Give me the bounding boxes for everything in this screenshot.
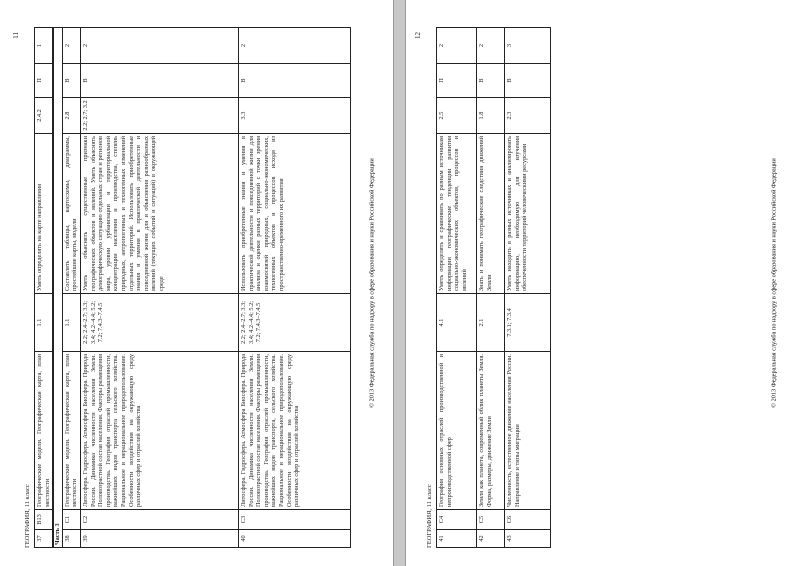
cell-content: Литосфера. Гидросфера. Атмосфера Биосфера. Природа России. Динамика численности населения Земли. Половозрастной состав населения. Факторы размещения производства. География отраслей промышленности, важнейших видов транспорта, сельского хозяйства. Рациональное и нерациональное природопользование. Особенности воздействия на окружающую среду различных сфер и отраслей хозяйства xyxy=(238,352,350,510)
cell-kes: 2.2; 2.4–2.7; 3.3; 3.4; 4.2–4.4; 5.2; 7.2; 7.4.3–7.4.5 xyxy=(80,294,238,352)
cell-req: Использовать приобретенные знания и умения в практической деятельности и повседневной жизни для анализа и оценки разных территорий с точки зрения взаимосвязей природных, социально-экономических, техногенных объектов и процессов исходя из пространственно-временного их развития xyxy=(238,134,350,294)
table-row xyxy=(80,28,238,548)
cell-code: В13 xyxy=(35,510,54,530)
cell-num: 37 xyxy=(35,530,54,548)
cell-kes: 2.2; 2.4–2.7; 3.3; 3.4; 4.2–4.4; 5.2; 7.2; 7.4.3–7.4.5 xyxy=(238,294,350,352)
table-row xyxy=(437,28,477,548)
cell-kt: 2.2; 2.7; 3.2 xyxy=(80,98,238,134)
cell-req: Уметь объяснять существенные признаки географических объектов и явлений. Уметь объяснять демографическую ситуацию отдельных стран и регионов мира, уровни урбанизации и территориальной концентрации населения и производства, степень природных, антропогенных и техногенных изменений отдельных территорий. Использовать приобретенные знания и умения в практической деятельности и повседневной жизни для и объяснения разнообразных явлений (текущих событий и ситуаций) в окружающей среде xyxy=(80,134,238,294)
cell-kt: 2.4.2 xyxy=(35,98,54,134)
cell-kt: 1.8 xyxy=(477,98,505,134)
cell-level: В xyxy=(62,64,80,98)
cell-points: 2 xyxy=(238,28,350,64)
cell-req: Уметь определять и сравнивать по разным источникам информации географические тенденции развития социально-экономических объектов, процессов и явлений xyxy=(437,134,477,294)
cell-content: Литосфера. Гидросфера. Атмосфера Биосфера. Природа России. Динамика численности населения Земли. Половозрастной состав населения. Факторы размещения производства. География отраслей промышленности, важнейших видов транспорта сельского хозяйства. Рациональное и нерациональное природопользование. Особенности воздействия на окружающую среду различных сфер и отраслей хозяйства xyxy=(80,352,238,510)
cell-num: 38 xyxy=(62,530,80,548)
cell-num: 39 xyxy=(80,530,238,548)
running-header xyxy=(414,28,436,548)
cell-content: География основных отраслей производственной и непроизводственной сфер xyxy=(437,352,477,510)
cell-req: Уметь определять на карте направления xyxy=(35,134,54,294)
cell-level: В xyxy=(238,64,350,98)
header-text: ГЕОГРАФИЯ, 11 класс xyxy=(24,484,31,548)
cell-req: Составлять таблицы, картосхемы, диаграммы, простейшие карты, модели xyxy=(62,134,80,294)
cell-code: С4 xyxy=(437,510,477,530)
cell-content: Земля как планета, современный облик планеты Земля. Форма, размеры, движение Земли xyxy=(477,352,505,510)
spec-table xyxy=(34,27,351,548)
page-right xyxy=(405,0,800,566)
part-label: Часть 3 xyxy=(53,28,62,548)
part-row xyxy=(53,28,62,548)
cell-kes: 1.1 xyxy=(62,294,80,352)
cell-kes: 4.1 xyxy=(437,294,477,352)
cell-points: 2 xyxy=(62,28,80,64)
cell-kt: 2.3 xyxy=(505,98,551,134)
copyright-footer: © 2013 Федеральная служба по надзору в сфере образования и науки Российской Федерации xyxy=(368,158,376,408)
cell-num: 42 xyxy=(477,530,505,548)
page-left xyxy=(0,0,394,566)
cell-content: Географические модели. Географическая карта, план местности xyxy=(35,352,54,510)
cell-level: В xyxy=(505,64,551,98)
copyright-footer: © 2013 Федеральная служба по надзору в сфере образования и науки Российской Федерации xyxy=(770,158,778,408)
cell-level: В xyxy=(80,64,238,98)
table-row xyxy=(238,28,350,548)
cell-num: 40 xyxy=(238,530,350,548)
table-row xyxy=(477,28,505,548)
cell-code: С6 xyxy=(505,510,551,530)
cell-level: В xyxy=(477,64,505,98)
rotated-content xyxy=(12,28,351,548)
cell-content: Численность, естественное движение населения России. Направление и типы миграции xyxy=(505,352,551,510)
table-row xyxy=(505,28,551,548)
page-number: 11 xyxy=(12,32,20,39)
cell-points: 1 xyxy=(35,28,54,64)
header-text: ГЕОГРАФИЯ, 11 класс xyxy=(426,484,433,548)
cell-kt: 3.3 xyxy=(238,98,350,134)
page-number: 12 xyxy=(414,32,422,39)
cell-level: П xyxy=(35,64,54,98)
cell-req: Уметь находить в разных источниках и анализировать информацию, необходимую для изучения обеспеченности территорий человеческими ресурсами xyxy=(505,134,551,294)
cell-points: 2 xyxy=(437,28,477,64)
table-row xyxy=(35,28,54,548)
cell-req: Знать и понимать географические следствия движений Земли xyxy=(477,134,505,294)
cell-kes: 1.1 xyxy=(35,294,54,352)
rotated-content xyxy=(414,28,551,548)
cell-kes: 7.3.1; 7.3.4 xyxy=(505,294,551,352)
cell-points: 3 xyxy=(505,28,551,64)
cell-kes: 2.1 xyxy=(477,294,505,352)
cell-code: С5 xyxy=(477,510,505,530)
cell-points: 2 xyxy=(477,28,505,64)
cell-points: 2 xyxy=(80,28,238,64)
cell-code: С3 xyxy=(238,510,350,530)
cell-kt: 2.5 xyxy=(437,98,477,134)
spec-table xyxy=(436,27,551,548)
cell-num: 41 xyxy=(437,530,477,548)
cell-code: С2 xyxy=(80,510,238,530)
cell-code: С1 xyxy=(62,510,80,530)
cell-num: 43 xyxy=(505,530,551,548)
running-header xyxy=(12,28,34,548)
cell-kt: 2.8 xyxy=(62,98,80,134)
cell-content: Географические модели. Географическая карта, план местности xyxy=(62,352,80,510)
cell-level: П xyxy=(437,64,477,98)
table-row xyxy=(62,28,80,548)
